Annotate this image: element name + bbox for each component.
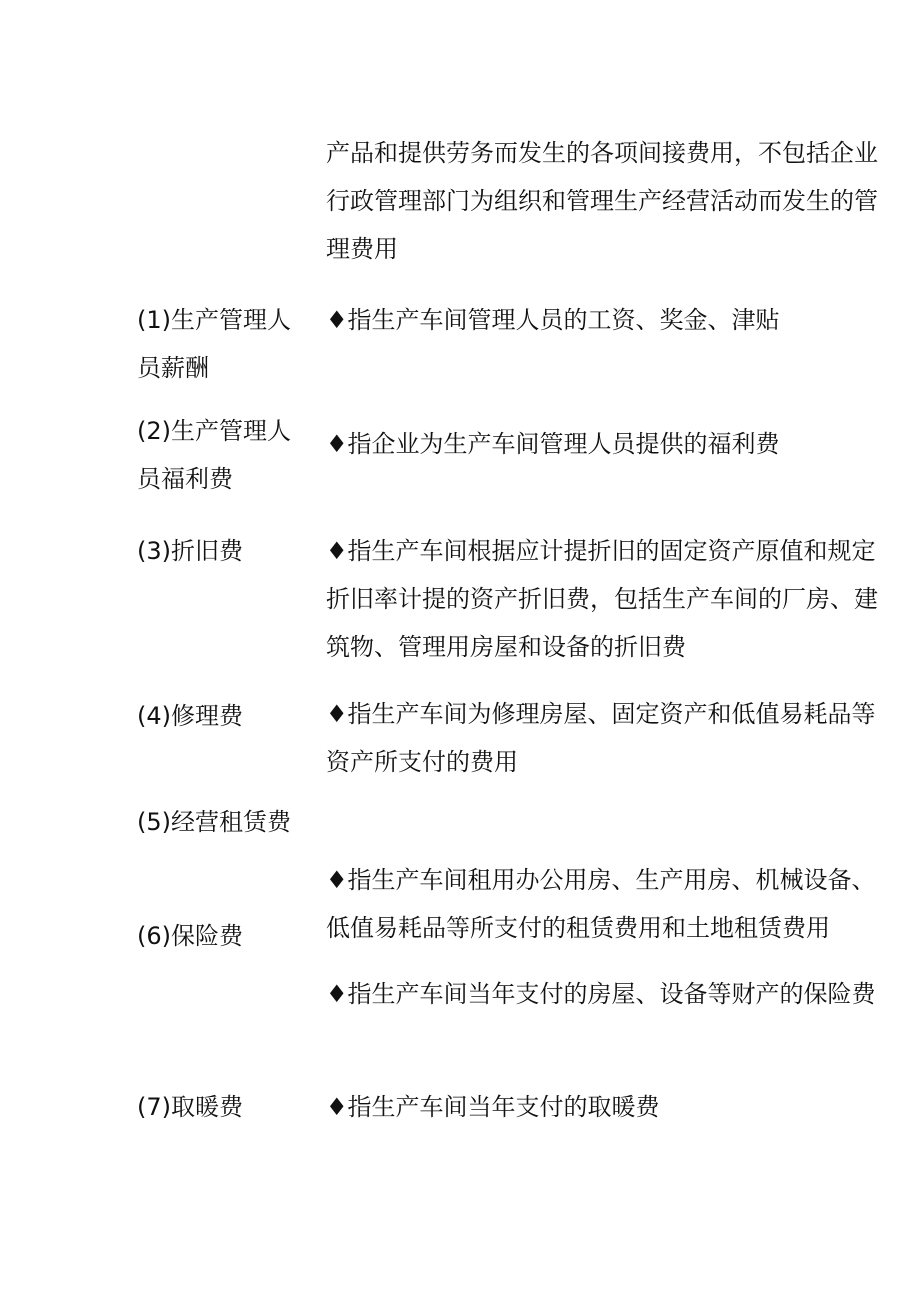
desc-3 [326, 527, 906, 671]
term-line: (7)取暖费 [137, 1093, 243, 1121]
desc-line: 资产所支付的费用 [326, 748, 518, 776]
desc-4 [326, 690, 906, 786]
desc-6 [326, 970, 906, 1018]
desc-line: ♦指生产车间管理人员的工资、奖金、津贴 [326, 306, 780, 334]
term-line: (1)生产管理人 [137, 306, 291, 334]
desc-2 [326, 420, 906, 468]
term-line: (2)生产管理人 [137, 417, 291, 445]
desc-line: 低值易耗品等所支付的租赁费用和土地租赁费用 [326, 914, 830, 942]
intro-paragraph [326, 129, 906, 273]
desc-line: ♦指生产车间当年支付的房屋、设备等财产的保险费 [326, 980, 876, 1008]
desc-5 [326, 856, 906, 952]
intro-line: 产品和提供劳务而发生的各项间接费用，不包括企业 [326, 139, 878, 167]
desc-line: 筑物、管理用房屋和设备的折旧费 [326, 633, 686, 661]
term-7-heating [137, 1083, 307, 1131]
term-line: (5)经营租赁费 [137, 808, 291, 836]
desc-line: ♦指企业为生产车间管理人员提供的福利费 [326, 430, 780, 458]
term-3-depreciation [137, 527, 307, 575]
term-5-operating-lease [137, 798, 307, 846]
term-line: 员福利费 [137, 465, 233, 493]
term-6-insurance [137, 912, 307, 960]
term-line: (6)保险费 [137, 922, 243, 950]
term-2-production-mgmt-welfare [137, 407, 307, 503]
intro-line: 行政管理部门为组织和管理生产经营活动而发生的管 [326, 187, 878, 215]
desc-line: ♦指生产车间租用办公用房、生产用房、机械设备、 [326, 866, 876, 894]
desc-7 [326, 1083, 906, 1131]
desc-line: 折旧率计提的资产折旧费，包括生产车间的厂房、建 [326, 585, 878, 613]
desc-1 [326, 296, 906, 344]
term-1-production-mgmt-salary [137, 296, 307, 392]
term-line: (4)修理费 [137, 702, 243, 730]
desc-line: ♦指生产车间根据应计提折旧的固定资产原值和规定 [326, 537, 876, 565]
term-line: (3)折旧费 [137, 537, 243, 565]
term-line: 员薪酬 [137, 354, 209, 382]
term-4-repair [137, 692, 307, 740]
intro-line: 理费用 [326, 235, 398, 263]
desc-line: ♦指生产车间当年支付的取暖费 [326, 1093, 660, 1121]
desc-line: ♦指生产车间为修理房屋、固定资产和低值易耗品等 [326, 700, 876, 728]
